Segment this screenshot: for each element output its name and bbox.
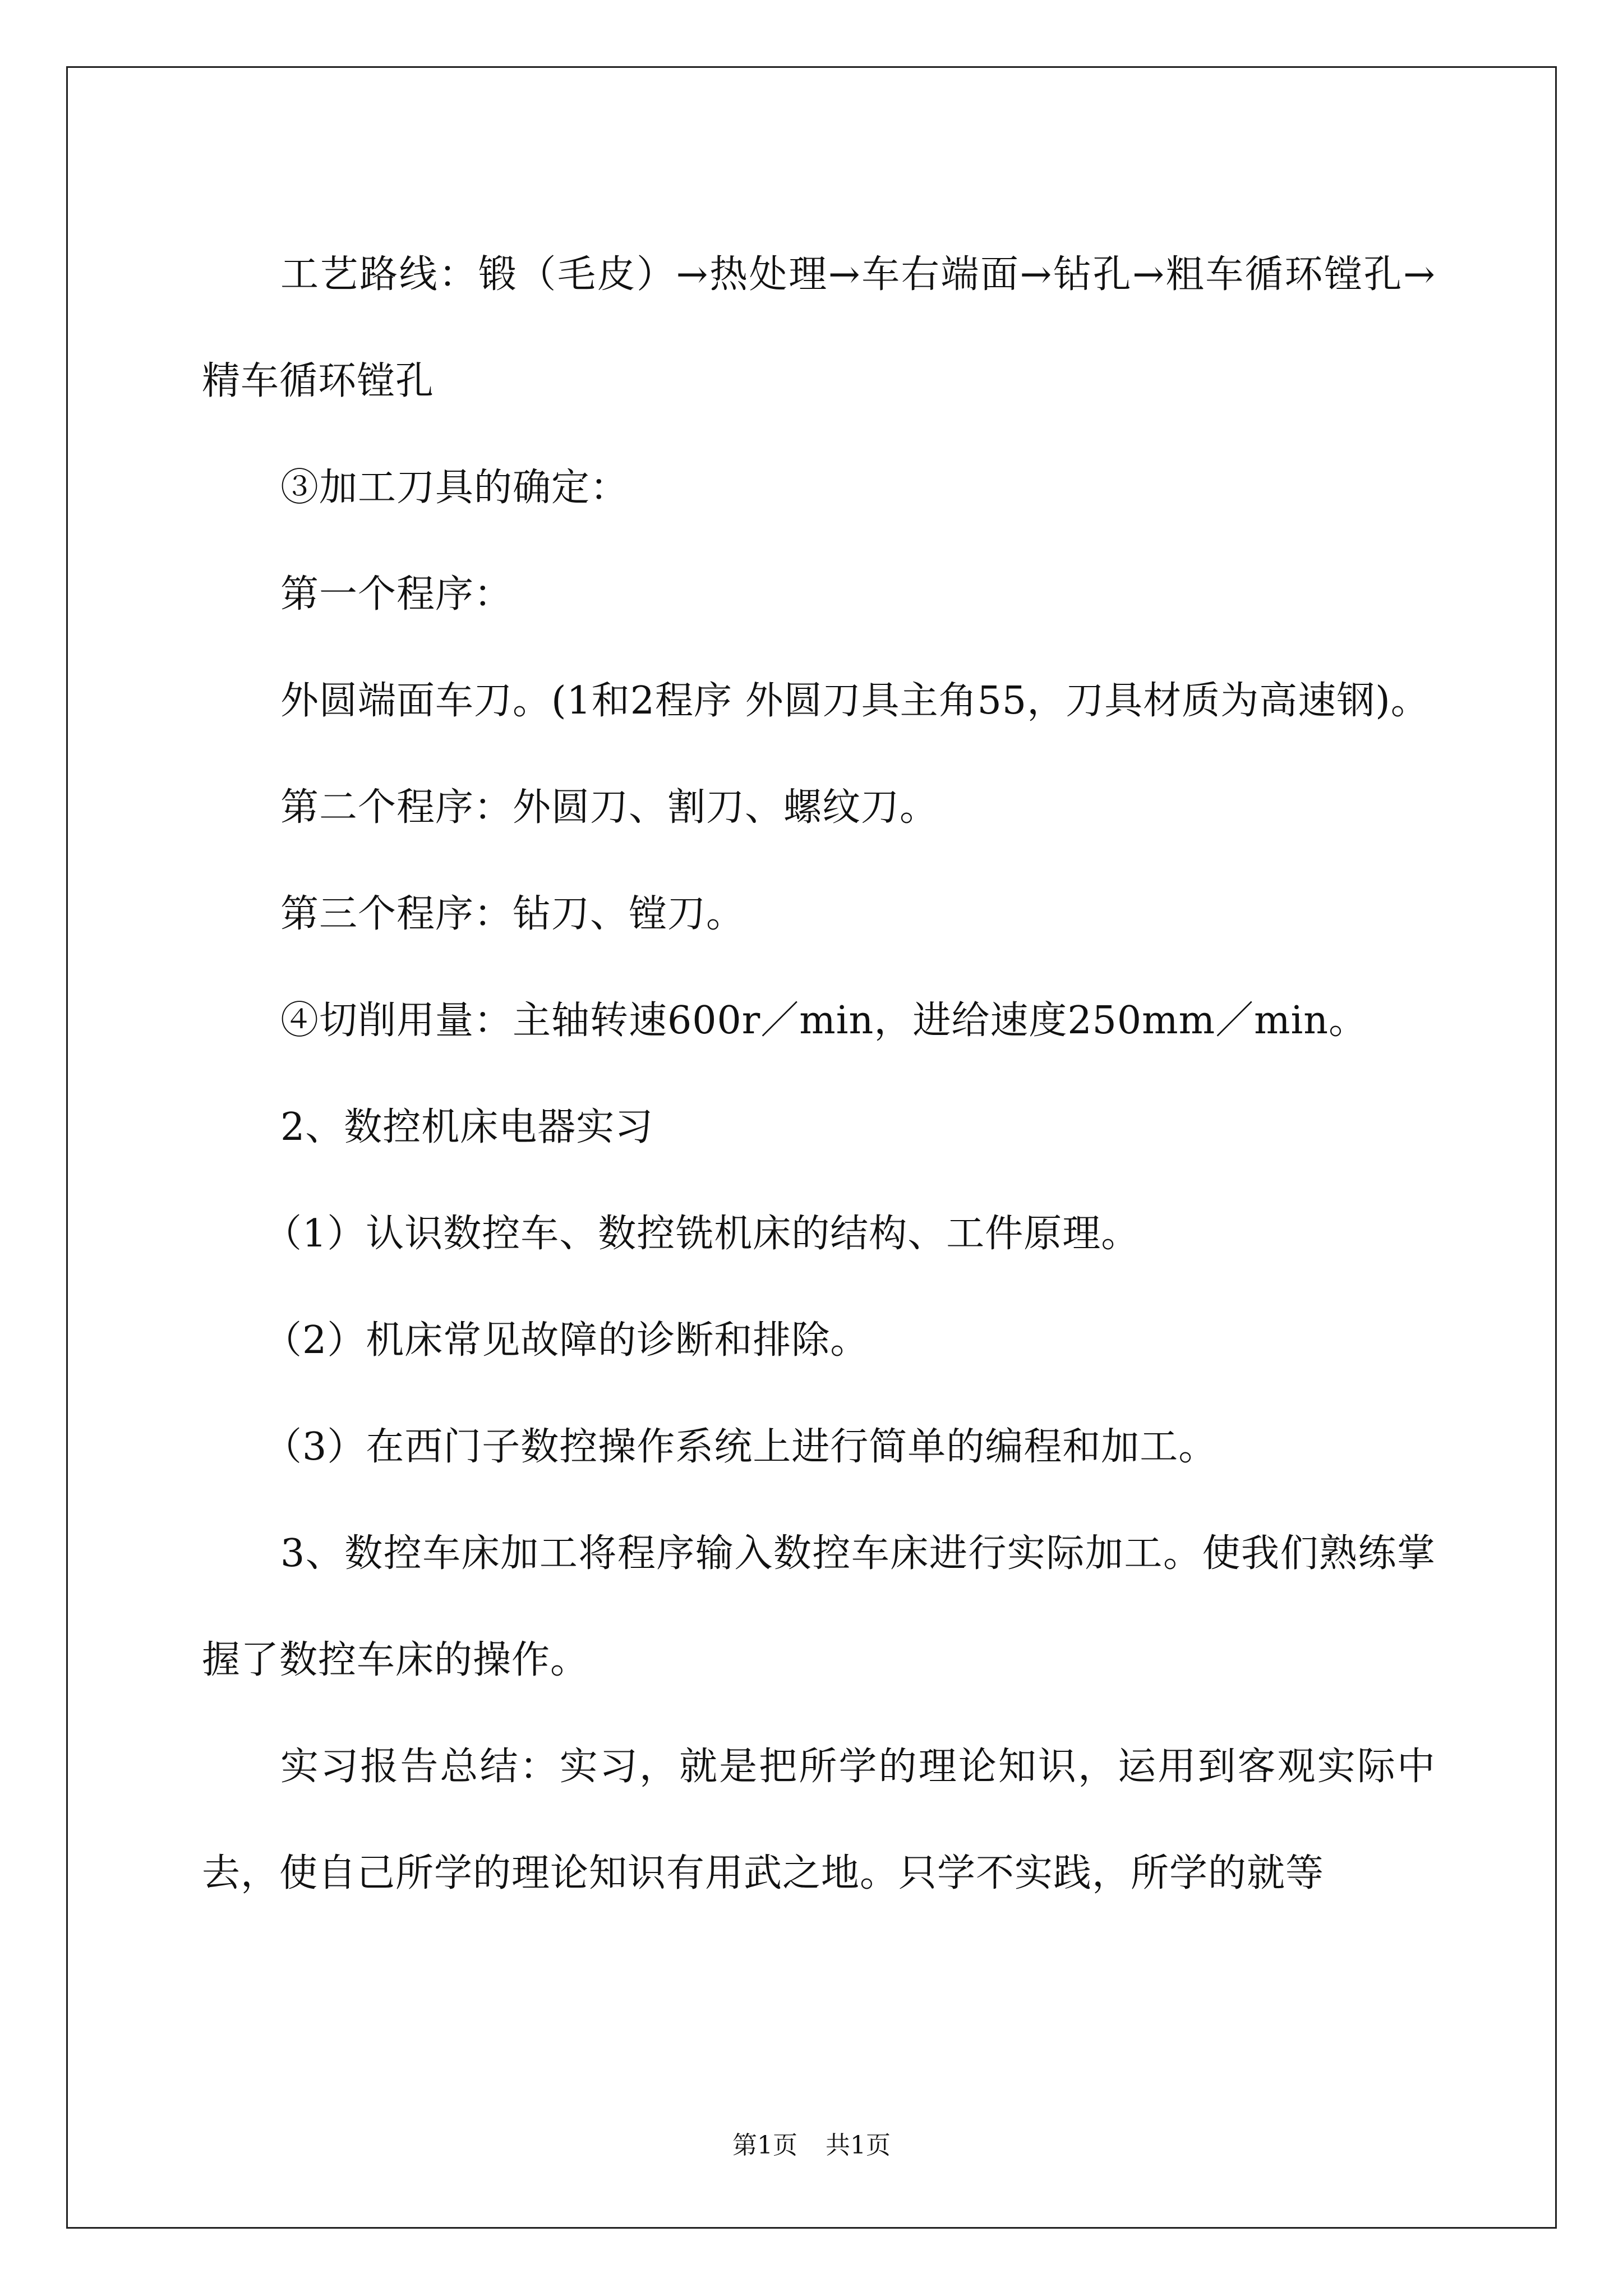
paragraph-section-3: 3、数控车床加工将程序输入数控车床进行实际加工。使我们熟练掌握了数控车床的操作。 — [202, 1531, 1436, 1682]
paragraph-program-1-tools: 外圆端面车刀。(1和2程序 外圆刀具主角55，刀具材质为高速钢)。 — [280, 679, 1430, 723]
paragraph-program-2: 第二个程序：外圆刀、割刀、螺纹刀。 — [280, 785, 939, 830]
page-number: 第1页 — [732, 2131, 797, 2160]
page-footer — [0, 2125, 1623, 2161]
paragraph-item-3: （3）在西门子数控操作系统上进行简单的编程和加工。 — [264, 1425, 1218, 1469]
paragraph-tools-heading: ③加工刀具的确定： — [280, 466, 629, 510]
paragraph-cutting-parameters: ④切削用量：主轴转速600r／min，进给速度250mm／min。 — [280, 999, 1368, 1043]
document-body — [202, 222, 1436, 1927]
paragraph-process-route: 工艺路线：锻（毛皮）→热处理→车右端面→钻孔→粗车循环镗孔→精车循环镗孔 — [202, 252, 1436, 403]
paragraph-program-3: 第三个程序：钻刀、镗刀。 — [280, 892, 745, 936]
paragraph-item-1: （1）认识数控车、数控铣机床的结构、工件原理。 — [264, 1212, 1140, 1256]
paragraph-item-2: （2）机床常见故障的诊断和排除。 — [264, 1318, 869, 1363]
paragraph-program-1-heading: 第一个程序： — [280, 572, 513, 616]
page-total: 共1页 — [826, 2131, 891, 2160]
paragraph-summary: 实习报告总结：实习，就是把所学的理论知识，运用到客观实际中去，使自己所学的理论知识有用武之地。只学不实践，所学的就等 — [202, 1745, 1436, 1895]
paragraph-section-2-title: 2、数控机床电器实习 — [280, 1105, 654, 1149]
